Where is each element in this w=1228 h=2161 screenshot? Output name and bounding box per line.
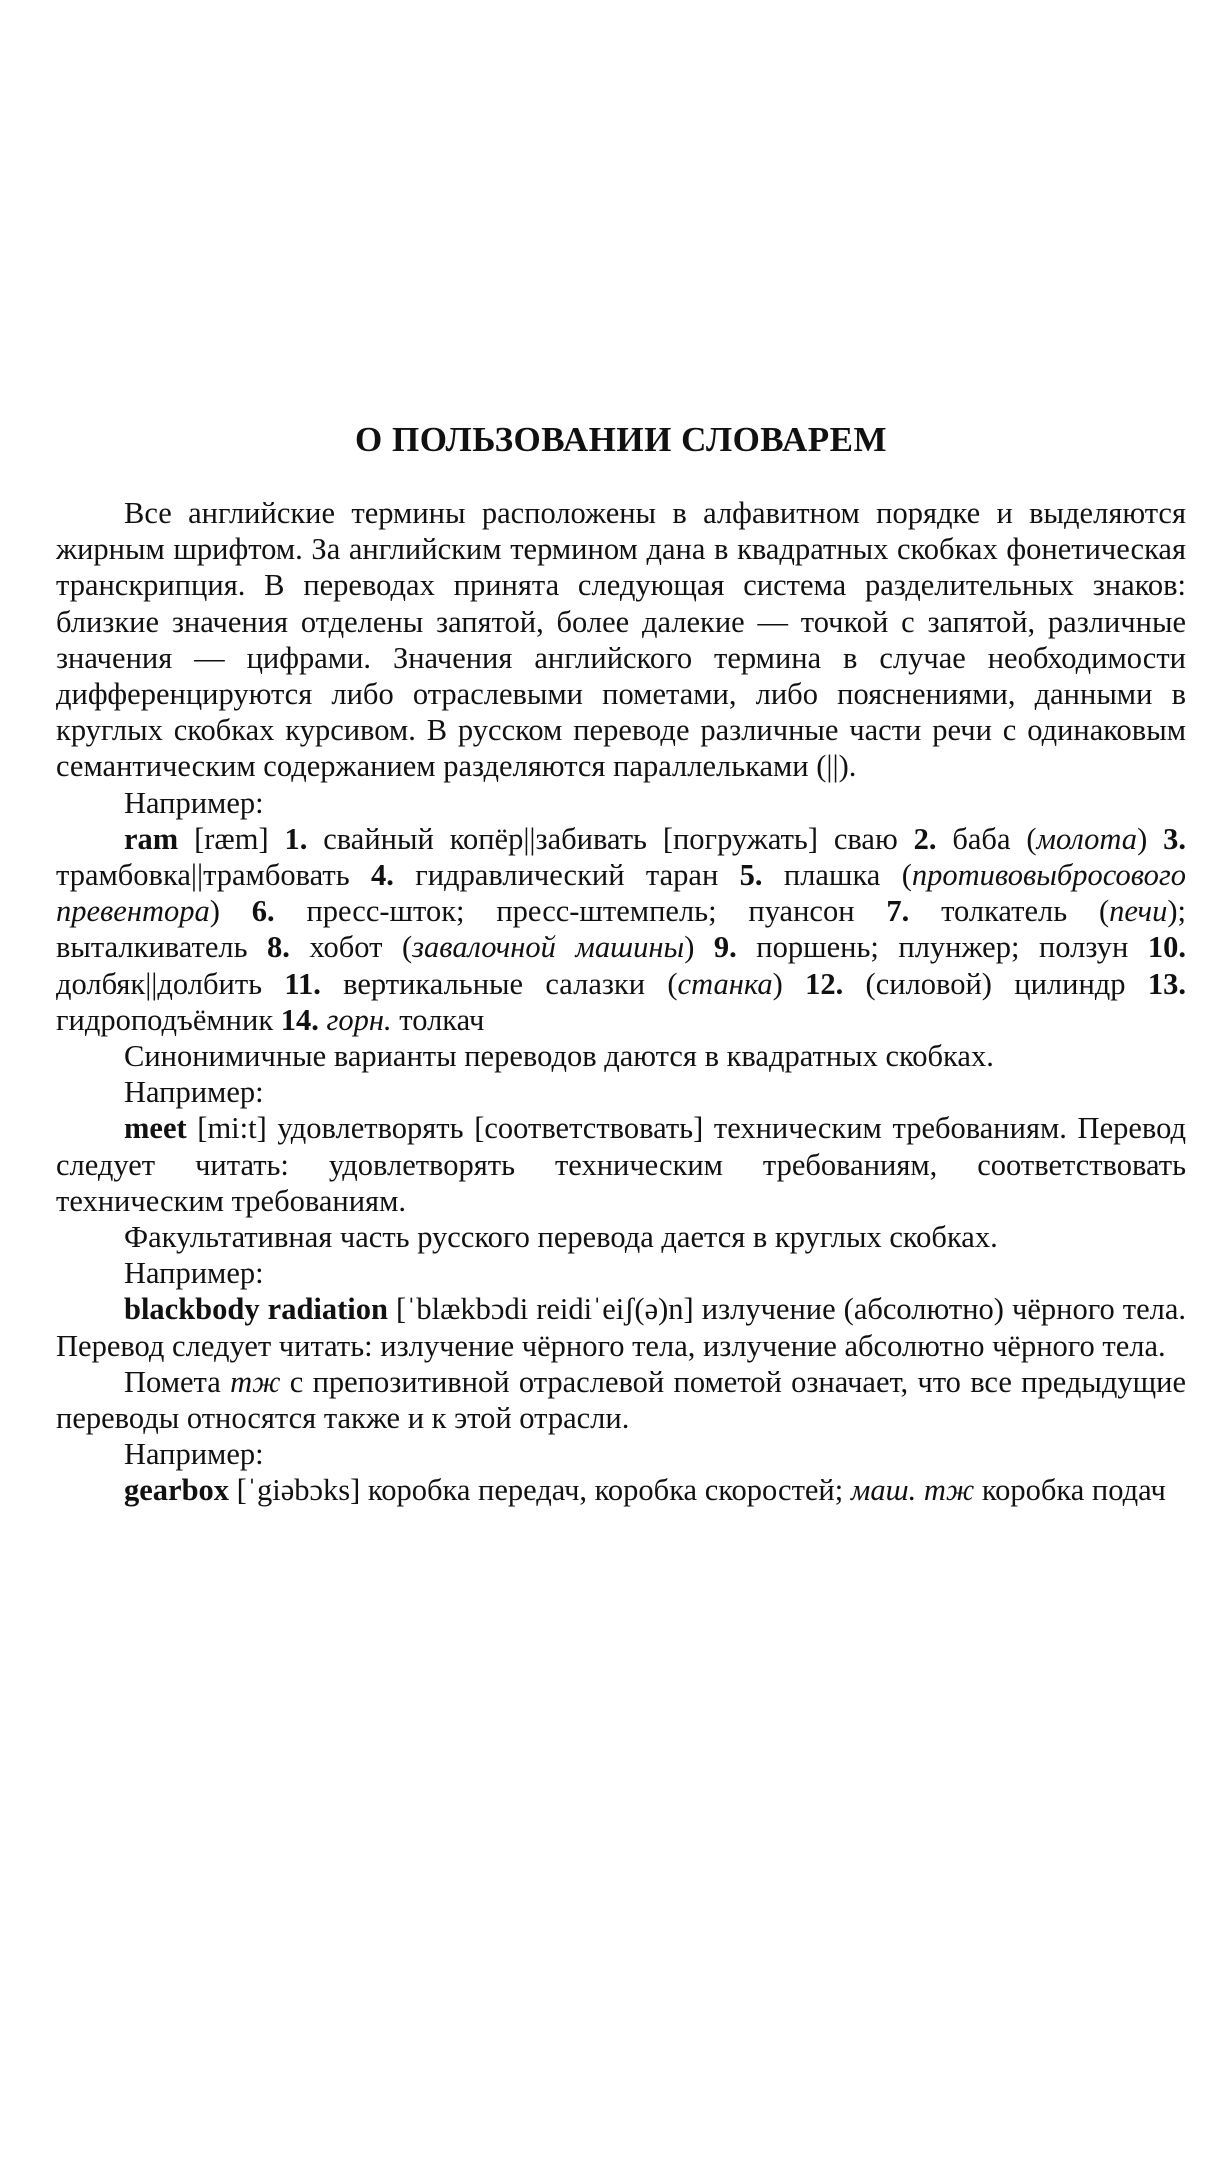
- ram-text-14: [319, 1003, 327, 1037]
- intro-paragraph: Все английские термины расположены в алфавитном порядке и выделяются жирным шрифтом. За английским термином дана в квадратных скобках фонетическая транскрипция. В переводах принята следующая система разделительных знаков: близкие значения отделены запятой, более далекие — точкой с запятой, различные значения — цифрами. Значения английского термина в случае необходимости дифференцируются либо отраслевыми пометами, либо пояснениями, данными в круглых скобках курсивом. В русском переводе различные части речи с одинаковым семантическим содержанием разделяются параллельками (||).: [56, 496, 1186, 784]
- optional-paragraph: Факультативная часть русского перевода дается в круглых скобках.: [124, 1220, 998, 1255]
- ram-italic-5: противовыбросового превентора: [56, 858, 1186, 929]
- gearbox-text-2: коробка подач: [974, 1473, 1166, 1508]
- ram-text-10: долбяк||долбить: [56, 966, 285, 1001]
- headword-blackbody: blackbody radiation: [124, 1292, 388, 1327]
- ram-text-5: плашка (: [762, 858, 912, 893]
- ram-text-1: свайный копёр||забивать [погружать] сваю: [307, 821, 914, 856]
- ram-num-5: 5.: [739, 858, 763, 893]
- headword-meet: meet: [124, 1111, 187, 1146]
- ram-num-1: 1.: [284, 821, 308, 856]
- example-entry-meet: [56, 1110, 1186, 1219]
- ram-text-6: пресс-шток; пресс-штемпель; пуансон: [274, 894, 887, 929]
- ram-text-2: баба (: [936, 821, 1037, 856]
- ram-text-11b: ): [772, 966, 806, 1001]
- note-italic: тж: [230, 1364, 281, 1399]
- ram-text-11: вертикальные салазки (: [320, 966, 678, 1001]
- ram-italic-7: печи: [1109, 894, 1168, 929]
- ram-num-7: 7.: [886, 894, 910, 929]
- ram-italic-11: станка: [677, 966, 773, 1001]
- note-text-2: с препозитивной отраслевой пометой означает, что все предыдущие переводы относятся также и к этой отрасли.: [56, 1364, 1186, 1436]
- ram-num-9: 9.: [713, 930, 737, 965]
- ram-num-11: 11.: [284, 966, 321, 1001]
- ram-text-7b: ); выталкиватель: [56, 894, 1186, 965]
- gearbox-text-1: [ˈgiəbɔks] коробка передач, коробка скоростей;: [229, 1473, 851, 1508]
- headword-gearbox: gearbox: [124, 1473, 230, 1508]
- ram-text-12: (силовой) цилиндр: [843, 966, 1148, 1001]
- ram-num-2: 2.: [913, 821, 937, 856]
- example-entry-gearbox: [56, 1472, 1186, 1508]
- example-label-1: Например:: [124, 785, 264, 820]
- ram-text-9: поршень; плунжер; ползун: [736, 930, 1148, 965]
- page-title: О ПОЛЬЗОВАНИИ СЛОВАРЕМ: [355, 420, 887, 459]
- ram-num-4: 4.: [370, 858, 394, 893]
- ram-num-12: 12.: [805, 966, 844, 1001]
- gearbox-italic: маш. тж: [850, 1473, 975, 1508]
- ram-italic-8: завалочной машины: [412, 930, 685, 965]
- ram-num-14: 14.: [280, 1002, 319, 1037]
- meet-text: [mi:t] удовлетворять [соответствовать] техническим требованиям. Перевод следует читать: удовлетворять техническим требованиям, соответствовать техническим требованиям.: [56, 1111, 1186, 1218]
- example-label-4: Например:: [124, 1437, 264, 1472]
- ram-text-8b: ): [684, 930, 714, 965]
- example-entry-ram: [56, 821, 1186, 1038]
- ram-text-5b: ): [209, 894, 252, 929]
- example-entry-blackbody: [56, 1291, 1186, 1363]
- ram-text-2b: ): [1137, 821, 1164, 856]
- ram-num-3: 3.: [1163, 821, 1186, 856]
- ram-num-8: 8.: [267, 930, 290, 965]
- ram-italic-14: горн.: [326, 1002, 392, 1037]
- synonyms-paragraph: Синонимичные варианты переводов даются в квадратных скобках.: [124, 1039, 994, 1074]
- note-text-1: Помета: [124, 1364, 231, 1399]
- blackbody-text: [ˈblækbɔdi reidiˈeiʃ(ə)n] излучение (абсолютно) чёрного тела. Перевод следует читать: излучение чёрного тела, излучение абсолютно чёрного тела.: [56, 1292, 1186, 1363]
- note-paragraph: [56, 1364, 1186, 1436]
- ram-num-13: 13.: [1147, 966, 1186, 1001]
- page-body: [56, 495, 1186, 1509]
- ram-num-10: 10.: [1147, 930, 1186, 965]
- example-label-2: Например:: [124, 1075, 264, 1110]
- ram-text-14b: толкач: [391, 1002, 485, 1037]
- example-label-3: Например:: [124, 1256, 264, 1291]
- ram-text-3: трамбовка||трамбовать: [56, 858, 371, 893]
- ram-text-8: хобот (: [289, 930, 413, 965]
- ram-num-6: 6.: [251, 894, 275, 929]
- ram-text-0: [ræm]: [178, 821, 285, 856]
- ram-text-4: гидравлический таран: [393, 858, 740, 893]
- ram-italic-2: молота: [1036, 821, 1138, 856]
- headword-ram: ram: [124, 821, 179, 856]
- ram-text-13: гидроподъёмник: [56, 1002, 281, 1037]
- ram-text-7: толкатель (: [909, 894, 1110, 929]
